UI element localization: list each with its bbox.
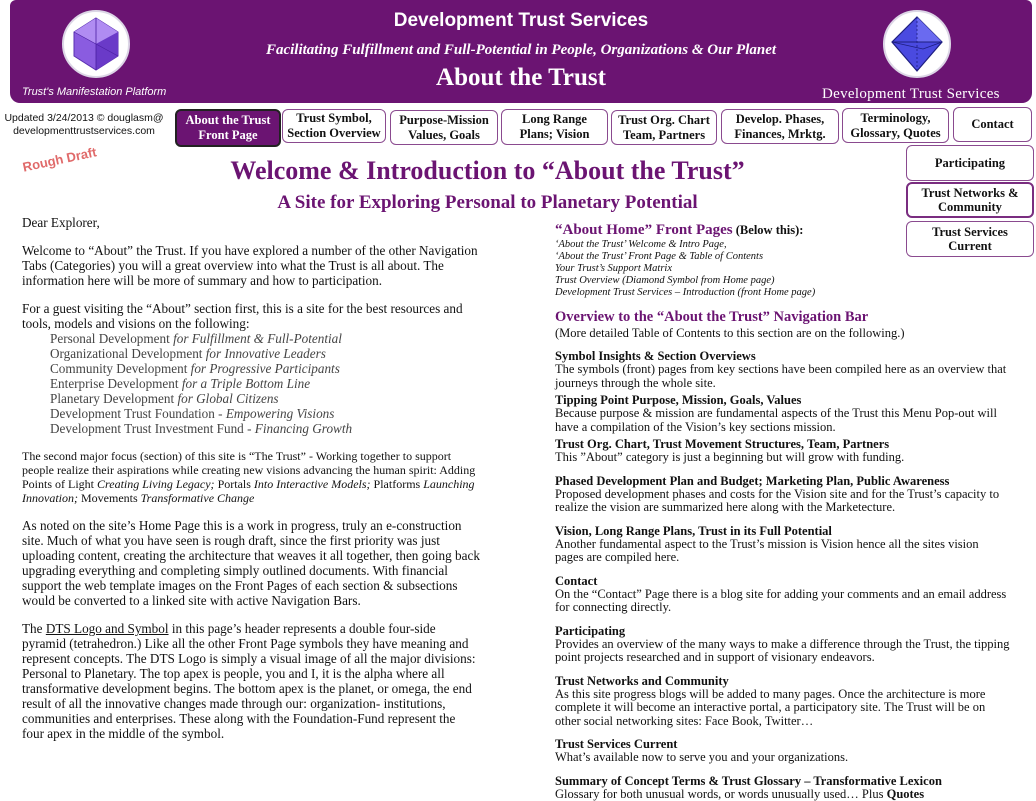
tetrahedron-logo-icon xyxy=(885,12,949,76)
section-body: On the “Contact” Page there is a blog site for adding your comments and an email address for connecting directly. xyxy=(555,588,1010,615)
navigation-overview-heading: Overview to the “About the Trust” Navigation Bar xyxy=(555,309,1010,326)
section-body: The symbols (front) pages from key sections have been compiled here as an overview that journeys through the whole site. xyxy=(555,363,1010,390)
tab-label: Section Overview xyxy=(287,126,380,141)
updated-email: developmenttrustservices.com xyxy=(0,125,168,138)
tab-label: Terminology, xyxy=(850,111,940,126)
site-title: Development Trust Services xyxy=(10,10,1032,32)
section-title: Symbol Insights & Section Overviews xyxy=(555,349,1010,363)
overview-column xyxy=(555,222,1010,801)
tab-trust-symbol[interactable] xyxy=(282,109,386,143)
dts-logo-right[interactable] xyxy=(883,10,951,78)
section-body: Provides an overview of the many ways to make a difference through the Trust, the tipping point projects researched and in support of visionary endeavors. xyxy=(555,638,1010,665)
list-item: Organizational Development for Innovative Leaders xyxy=(22,346,480,361)
tab-label: Contact xyxy=(971,117,1013,132)
tab-label: Trust Services xyxy=(932,225,1008,239)
tab-purpose-mission[interactable] xyxy=(390,110,498,145)
tab-label: Trust Org. Chart xyxy=(618,113,710,128)
updated-note xyxy=(0,112,168,138)
tab-label: Develop. Phases, xyxy=(734,112,825,127)
tab-long-range[interactable] xyxy=(501,109,608,145)
tab-terminology[interactable] xyxy=(842,108,949,143)
section-body: What’s available now to serve you and your organizations. xyxy=(555,751,1010,765)
list-item: Personal Development for Fulfillment & Full-Potential xyxy=(22,331,480,346)
home-page-item[interactable]: ‘About the Trust’ Welcome & Intro Page, xyxy=(555,239,1010,251)
tab-label: Trust Symbol, xyxy=(287,111,380,126)
list-item: Development Trust Foundation - Empowering Visions xyxy=(22,406,480,421)
section-org-chart xyxy=(555,437,1010,465)
section-body: Proposed development phases and costs for the Vision site and for the Trust’s capacity to realize the vision are summarized here along with the Marketecture. xyxy=(555,488,1010,515)
section-vision xyxy=(555,524,1010,565)
site-heading: A Site for Exploring Personal to Planetary Potential xyxy=(0,192,975,214)
section-body: Another fundamental aspect to the Trust’s mission is Vision hence all the sites vision pages are compiled here. xyxy=(555,538,1010,565)
tab-about-front-page[interactable] xyxy=(175,109,281,147)
section-body: This ”About” category is just a beginning but will grow with funding. xyxy=(555,451,1010,465)
work-in-progress-paragraph: As noted on the site’s Home Page this is a work in progress, truly an e-construction site. Much of what you have seen is rough draft, since the first priority was just uploading content, creating the architecture that weaves it all together, then going back upgrading everything and completing simply outlined documents. With financial support the web template images on the Front Pages of each section & subsections would be converted to a linked site with active Navigation Bars. xyxy=(22,518,480,608)
list-item: Enterprise Development for a Triple Bottom Line xyxy=(22,376,480,391)
home-page-item[interactable]: Your Trust’s Support Matrix xyxy=(555,263,1010,275)
tab-label: About the Trust xyxy=(186,113,271,128)
section-services xyxy=(555,737,1010,765)
brand-caption: Development Trust Services xyxy=(822,86,1000,103)
section-title: Contact xyxy=(555,574,1010,588)
logo-paragraph: The DTS Logo and Symbol in this page’s header represents a double four-side pyramid (tetrahedron.) Like all the other Front Page symbols they have meaning and represent concepts. The DTS Logo is simply a visual image of all the major divisions: Personal to Planetary. The top apex is people, you and I, it is the alpha where all transformative development begins. The bottom apex is the planet, or omega, the end result of all the innovative changes made through our: organization- institutions, communities and enterprises. These along with the Foundation-Fund represent the four apex in the middle of the symbol. xyxy=(22,621,480,741)
tab-label: Current xyxy=(932,239,1008,253)
welcome-paragraph: Welcome to “About” the Trust. If you have explored a number of the other Navigation Tabs (Categories) you will a great overview into what the Trust is all about. The information here will be more of summary and how to participation. xyxy=(22,243,480,288)
section-body: Because purpose & mission are fundamental aspects of the Trust this Menu Pop-out will have a compilation of the Vision’s key sections mission. xyxy=(555,407,1010,434)
section-phased-plan xyxy=(555,474,1010,515)
section-title: Vision, Long Range Plans, Trust in its Full Potential xyxy=(555,524,1010,538)
section-participating xyxy=(555,624,1010,665)
section-title: Phased Development Plan and Budget; Marketing Plan, Public Awareness xyxy=(555,474,1010,488)
platform-caption: Trust's Manifestation Platform xyxy=(22,86,166,98)
section-contact xyxy=(555,574,1010,615)
tab-label: Front Page xyxy=(186,128,271,143)
section-title: Trust Services Current xyxy=(555,737,1010,751)
home-page-item[interactable]: ‘About the Trust’ Front Page & Table of Contents xyxy=(555,251,1010,263)
trust-focus-paragraph: The second major focus (section) of this site is “The Trust” - Working together to support people realize their aspirations while creating new visions advancing the human spirit: Adding Points of Light Creating Living Legacy; Portals Into Interactive Models; Platforms Launching Innovation; Movements Transformative Change xyxy=(22,449,480,505)
section-summary-glossary xyxy=(555,774,1010,801)
list-item: Development Trust Investment Fund - Financing Growth xyxy=(22,421,480,436)
intro-column xyxy=(22,215,480,741)
section-title: Summary of Concept Terms & Trust Glossary – Transformative Lexicon xyxy=(555,774,1010,788)
greeting: Dear Explorer, xyxy=(22,215,480,230)
section-body: Glossary for both unusual words, or words unusually used… Plus Quotes xyxy=(555,788,1010,801)
home-page-item[interactable]: Trust Overview (Diamond Symbol from Home page) xyxy=(555,275,1010,287)
list-item: Planetary Development for Global Citizens xyxy=(22,391,480,406)
section-title: Trust Networks and Community xyxy=(555,674,1010,688)
section-title: Tipping Point Purpose, Mission, Goals, Values xyxy=(555,393,1010,407)
tab-label: Glossary, Quotes xyxy=(850,126,940,141)
tab-label: Finances, Mrktg. xyxy=(734,127,825,142)
tab-label: Community xyxy=(922,200,1019,214)
tab-develop-phases[interactable] xyxy=(721,109,839,144)
site-subtitle: Facilitating Fulfillment and Full-Potential in People, Organizations & Our Planet xyxy=(10,42,1032,59)
section-symbol-insights xyxy=(555,349,1010,390)
tab-contact[interactable] xyxy=(953,107,1032,142)
tab-label: Participating xyxy=(935,156,1005,170)
section-networks xyxy=(555,674,1010,729)
tab-label: Long Range xyxy=(520,112,590,127)
home-pages-heading: “About Home” Front Pages (Below this): xyxy=(555,222,1010,239)
navigation-overview-note: (More detailed Table of Contents to this section are on the following.) xyxy=(555,326,1010,340)
development-list xyxy=(22,331,480,436)
section-body: As this site progress blogs will be added to many pages. Once the architecture is more complete it will become an interactive portal, a participatory site. The Trust will be on other social networking sites: Face Book, Twitter… xyxy=(555,688,1010,729)
updated-line: Updated 3/24/2013 © douglasm@ xyxy=(0,112,168,125)
rough-draft-label: Rough Draft xyxy=(21,144,98,174)
section-title: Participating xyxy=(555,624,1010,638)
section-title: Trust Org. Chart, Trust Movement Structures, Team, Partners xyxy=(555,437,1010,451)
tab-label: Team, Partners xyxy=(618,128,710,143)
page-title: About the Trust xyxy=(10,64,1032,92)
guest-paragraph: For a guest visiting the “About” section first, this is a site for the best resources and tools, models and visions on the following: xyxy=(22,301,480,331)
tab-org-chart[interactable] xyxy=(611,110,717,145)
tab-label: Plans; Vision xyxy=(520,127,590,142)
tab-label: Purpose-Mission xyxy=(399,113,489,128)
home-page-item[interactable]: Development Trust Services – Introduction (front Home page) xyxy=(555,287,1010,299)
section-purpose xyxy=(555,393,1010,434)
list-item: Community Development for Progressive Participants xyxy=(22,361,480,376)
tab-label: Trust Networks & xyxy=(922,186,1019,200)
welcome-heading: Welcome & Introduction to “About the Trust” xyxy=(0,156,975,186)
dts-logo-link[interactable]: DTS Logo and Symbol xyxy=(46,621,169,636)
tab-label: Values, Goals xyxy=(399,128,489,143)
header-banner xyxy=(10,0,1032,103)
